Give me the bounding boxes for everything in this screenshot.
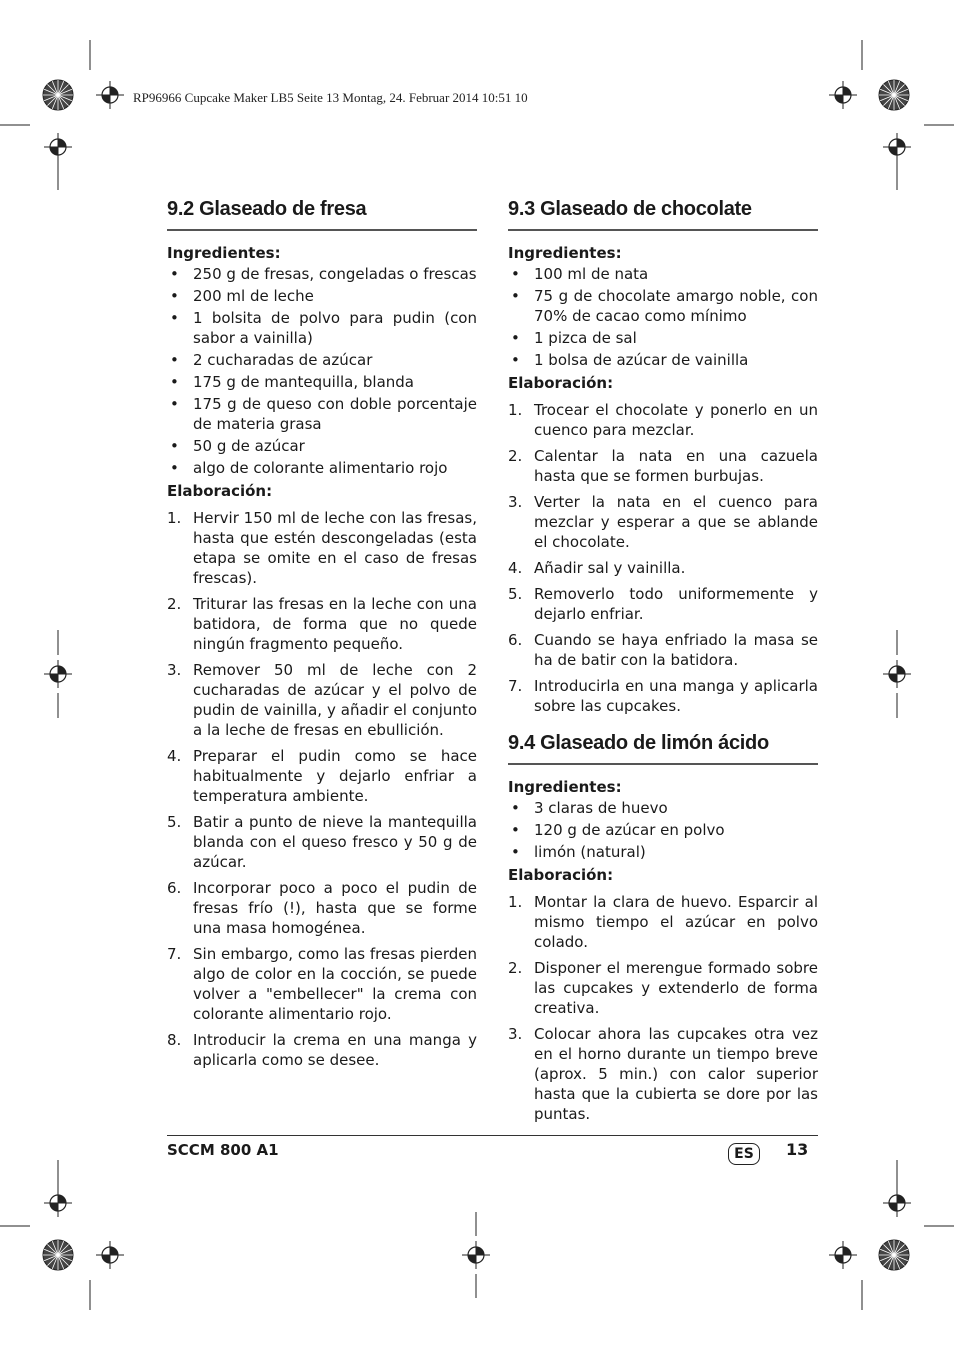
page-number: 13 <box>786 1140 809 1159</box>
steps-heading: Elaboración: <box>508 866 614 884</box>
step-item: 1. Trocear el chocolate y ponerlo en un cuenco para mezclar. <box>508 401 818 439</box>
section-title-9-2: 9.2 Glaseado de fresa <box>167 196 477 231</box>
print-slug: RP96966 Cupcake Maker LB5 Seite 13 Montag, 24. Februar 2014 10:51 10 <box>133 90 528 105</box>
list-item: • algo de colorante alimentario rojo <box>167 458 477 478</box>
left-column <box>167 196 477 1070</box>
list-item: • limón (natural) <box>508 842 818 862</box>
list-item: • 75 g de chocolate amargo noble, con 70% de cacao como mínimo <box>508 286 818 326</box>
step-item: 3. Colocar ahora las cupcakes otra vez en el horno durante un tiempo breve (aprox. 5 min.) con calor superior hasta que la cubierta se dore por las puntas. <box>508 1025 818 1123</box>
language-badge: ES <box>728 1143 760 1165</box>
ingredients-heading: Ingredientes: <box>167 244 281 262</box>
list-item: • 1 bolsa de azúcar de vainilla <box>508 350 818 370</box>
ingredient-list <box>167 264 477 478</box>
step-item: 8. Introducir la crema en una manga y aplicarla como se desee. <box>167 1031 477 1069</box>
list-item: • 120 g de azúcar en polvo <box>508 820 818 840</box>
section-title-9-4: 9.4 Glaseado de limón ácido <box>508 730 818 765</box>
footer-divider <box>167 1135 818 1136</box>
section-title-9-3: 9.3 Glaseado de chocolate <box>508 196 818 231</box>
step-item: 3. Remover 50 ml de leche con 2 cucharadas de azúcar y el polvo de pudin de vainilla, y añadir el conjunto a la leche de fresas en ebullición. <box>167 661 477 739</box>
list-item: • 200 ml de leche <box>167 286 477 306</box>
step-item: 2. Triturar las fresas en la leche con una batidora, de forma que no quede ningún fragmento pequeño. <box>167 595 477 653</box>
list-item: • 250 g de fresas, congeladas o frescas <box>167 264 477 284</box>
list-item: • 3 claras de huevo <box>508 798 818 818</box>
ingredients-heading: Ingredientes: <box>508 778 622 796</box>
step-item: 3. Verter la nata en el cuenco para mezclar y esperar a que se ablande el chocolate. <box>508 493 818 551</box>
step-item: 1. Montar la clara de huevo. Esparcir al mismo tiempo el azúcar en polvo colado. <box>508 893 818 951</box>
step-item: 7. Introducirla en una manga y aplicarla sobre las cupcakes. <box>508 677 818 715</box>
ingredient-list <box>508 264 818 370</box>
right-column <box>508 196 818 1124</box>
steps-heading: Elaboración: <box>508 374 614 392</box>
step-list <box>508 892 818 1124</box>
list-item: • 2 cucharadas de azúcar <box>167 350 477 370</box>
step-item: 4. Añadir sal y vainilla. <box>508 559 686 577</box>
step-list <box>508 400 818 716</box>
list-item: • 175 g de mantequilla, blanda <box>167 372 477 392</box>
list-item: • 1 pizca de sal <box>508 328 818 348</box>
ingredient-list <box>508 798 818 862</box>
list-item: • 100 ml de nata <box>508 264 818 284</box>
step-item: 5. Removerlo todo uniformemente y dejarlo enfriar. <box>508 585 818 623</box>
step-item: 4. Preparar el pudin como se hace habitualmente y dejarlo enfriar a temperatura ambiente. <box>167 747 477 805</box>
step-item: 6. Incorporar poco a poco el pudin de fresas frío (!), hasta que se forme una masa homogénea. <box>167 879 477 937</box>
list-item: • 175 g de queso con doble porcentaje de materia grasa <box>167 394 477 434</box>
step-item: 2. Disponer el merengue formado sobre las cupcakes y extenderlo de forma creativa. <box>508 959 818 1017</box>
steps-heading: Elaboración: <box>167 482 273 500</box>
step-item: 1. Hervir 150 ml de leche con las fresas, hasta que estén descongeladas (esta etapa se omite en el caso de fresas frescas). <box>167 509 477 587</box>
step-item: 2. Calentar la nata en una cazuela hasta que se formen burbujas. <box>508 447 818 485</box>
step-list <box>167 508 477 1070</box>
model-number: SCCM 800 A1 <box>167 1141 279 1159</box>
step-item: 7. Sin embargo, como las fresas pierden algo de color en la cocción, se puede volver a "embellecer" la crema con colorante alimentario rojo. <box>167 945 477 1023</box>
step-item: 6. Cuando se haya enfriado la masa se ha de batir con la batidora. <box>508 631 818 669</box>
list-item: • 50 g de azúcar <box>167 436 477 456</box>
ingredients-heading: Ingredientes: <box>508 244 622 262</box>
step-item: 5. Batir a punto de nieve la mantequilla blanda con el queso fresco y 50 g de azúcar. <box>167 813 477 871</box>
list-item: • 1 bolsita de polvo para pudin (con sabor a vainilla) <box>167 308 477 348</box>
